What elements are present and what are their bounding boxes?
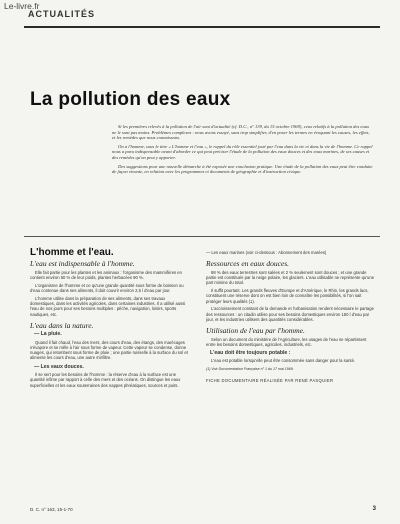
body-paragraph: Elle fait partie pour les plantes et les animaux : l'organisme des mammifères en contient environ 60 % de leur poids, plantes herbacées 90 %. xyxy=(30,269,182,280)
body-paragraph: L'organisme de l'homme et ce qu'une grande quantité sous forme de boisson ou d'eau contenue dans ses aliments, il doit couvrir environ 2,5 l d'eau par jour. xyxy=(30,282,184,293)
body-paragraph: L'homme utilise dans la préparation de ses aliments, dans ses travaux domestiques, dans les activités agricoles, dans certaines industries. Il a utilisé aussi l'eau de nos jours pour ses besoins multiples : pêche, navigation, loisirs, sports nautiques, etc. xyxy=(30,295,186,317)
intro-paragraph: On a l'homme, sous le titre « L'homme et l'eau », le rappel du rôle essentiel joué par l'eau dans la vie et dans la vie de l'homme. Ce rappel nous a paru indispensable avant d'aborder ce qui peut préciser l'étude de la pollution des eaux douces et des eaux marines, de ses causes et des remèdes qu'on peut y apporter. xyxy=(112,143,373,160)
subheading: L'eau dans la nature. xyxy=(30,320,94,330)
footnote: (1) Voir Documentation Française n° 1 du 17 mai 1969. xyxy=(206,366,294,371)
left-column xyxy=(30,247,190,390)
body-paragraph: L'eau est potable lorsqu'elle peut être consommée sans danger pour la santé. xyxy=(211,358,356,364)
intro-block xyxy=(112,124,374,178)
minor-heading: — Les eaux douces. xyxy=(34,363,84,370)
body-paragraph: Il se sert pour les besoins de l'homme : la réserve d'eau à la surface est une quantité infime par rapport à celle des mers et des océans. On distingue les eaux superficielles et les eaux souterraines des nappes phréatiques, sources et puits. xyxy=(30,372,181,388)
right-column xyxy=(206,250,376,383)
subheading: Ressources en eaux douces. xyxy=(206,259,290,269)
editor-note: FICHE DOCUMENTAIRE RÉALISÉE PAR RENÉ PASQUIER xyxy=(206,378,334,384)
minor-heading: L'eau doit être toujours potable : xyxy=(210,350,291,357)
article-title: La pollution des eaux xyxy=(30,88,231,110)
body-paragraph: Selon un document du ministère de l'Agriculture, les usages de l'eau se répartissent entre les besoins domestiques, agricoles, industriels, etc. xyxy=(206,336,367,347)
watermark: Le-livre.fr xyxy=(4,1,40,11)
subheading: L'eau est indispensable à l'homme. xyxy=(30,259,135,269)
body-paragraph: L'accroissement constant de la demande et l'urbanisation rendent nécessaire le partage des ressources : un citadin utilise pour ses besoins domestiques environ 150 l d'eau par jour, et les industries utilisent des quantités considérables. xyxy=(206,306,374,322)
intro-paragraph: Des suggestions pour une nouvelle démarche à été exposée une conclusion pratique. Une étude de la pollution des eaux peut être conduite de façon vivante, en relation avec les programmes et documents de géographie et d'instruction civique. xyxy=(112,163,373,175)
subheading: Utilisation de l'eau par l'homme. xyxy=(206,326,305,336)
page-number: 3 xyxy=(372,506,376,512)
section-rule xyxy=(24,236,380,237)
top-rule xyxy=(24,26,380,28)
section-label: ACTUALITÉS xyxy=(28,9,95,19)
section-heading: L'homme et l'eau. xyxy=(30,247,114,258)
bullet-item: — Les eaux marines (voir ci-dessous : Abonnement des marées) xyxy=(206,250,327,255)
issue-reference: D. C. n° 163, 15-1-70 xyxy=(30,507,73,512)
body-paragraph: Il suffit pourtant. Les grands fleuves d'Europe et d'Amérique, le Rhin, les grands lacs, constituent une réserve dont on est bien loin de connaître les possibilités, si l'on sait protéger leurs qualités (1). xyxy=(206,287,369,304)
body-paragraph: 98 % des eaux terrestres sont salées et 2 % seulement sont douces ; et une grande partie est constituée par la neige polaire, les glaciers. L'eau utilisable ne représente qu'une part minime du total. xyxy=(206,269,375,286)
intro-paragraph: Si les premières relevés à la pollution de l'air sont d'actualité (cf. D.C., n° 139, du 15 octobre 1969), ceux relatifs à la pollution des eaux ne le sont pas moins. Problèmes complexes : nous avons essayé, sans trop simplifier, d'en poser les termes en évoquant les causes, les effets, et les remèdes que nous connaissons. xyxy=(112,124,370,141)
body-paragraph: Quand il fait chaud, l'eau des mers, des cours d'eau, des étangs, des marécages s'évapore et se mêle à l'air sous forme de vapeur. Cette vapeur se condense, donne nuages, qui retombent sous forme de pluie ; une partie ruisselle à la surface du sol et alimente les cours d'eau, une autre s'infiltre. xyxy=(30,339,188,361)
minor-heading: — La pluie. xyxy=(34,331,62,338)
